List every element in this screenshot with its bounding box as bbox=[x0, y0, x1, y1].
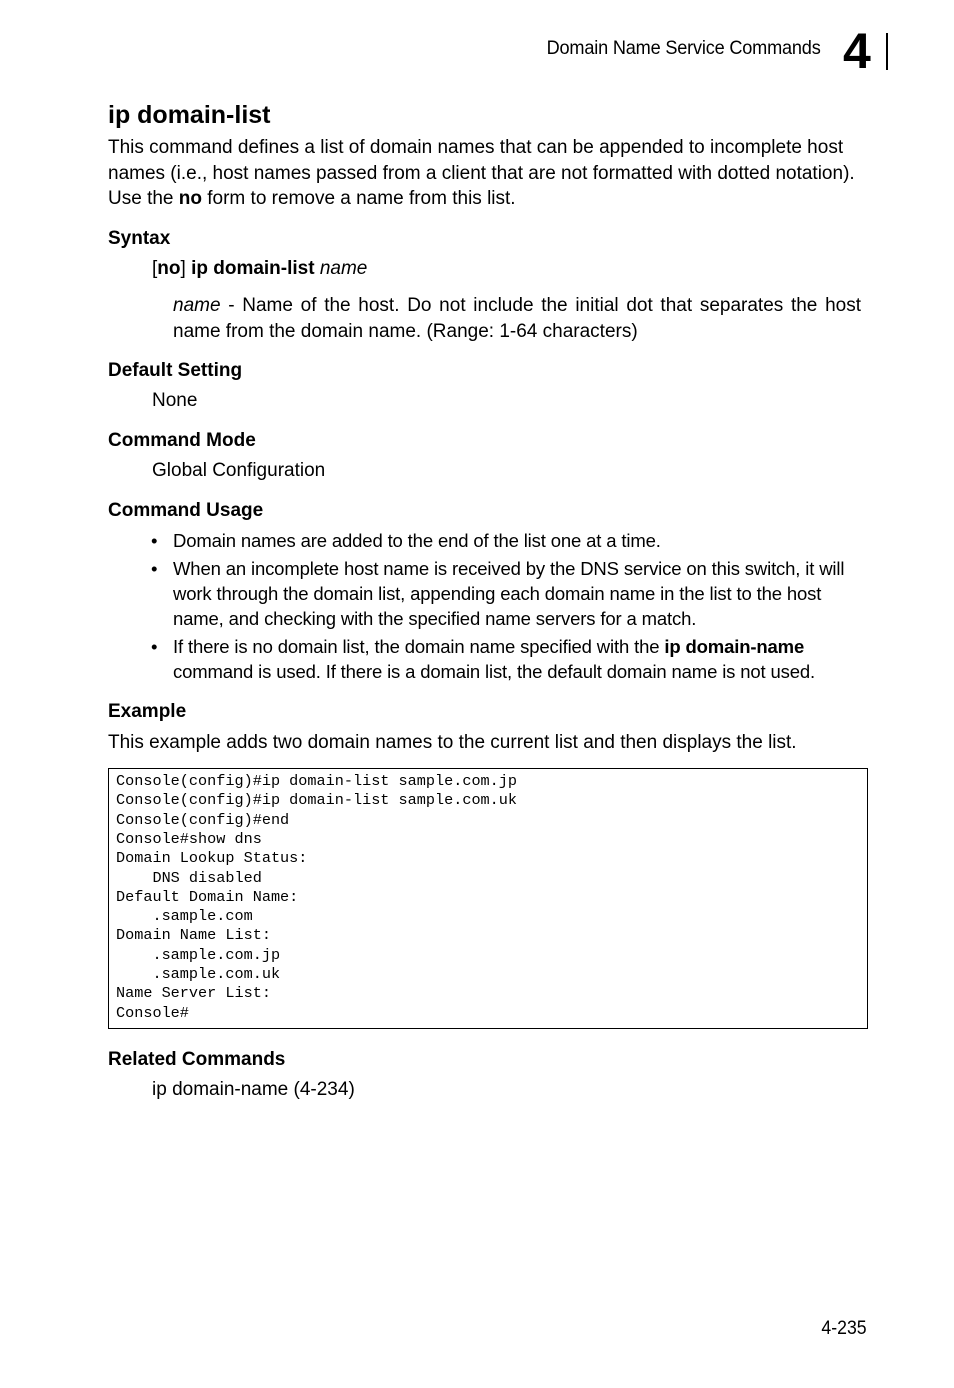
default-setting-value: None bbox=[152, 390, 198, 411]
code-line: .sample.com.uk bbox=[116, 965, 281, 983]
code-line: Name Server List: bbox=[116, 984, 271, 1003]
related-commands-heading: Related Commands bbox=[108, 1049, 286, 1070]
chapter-rule bbox=[886, 33, 888, 70]
code-line: Default Domain Name: bbox=[116, 887, 299, 906]
code-line: Domain Lookup Status: bbox=[116, 849, 308, 868]
code-line: DNS disabled bbox=[116, 868, 262, 887]
code-block bbox=[108, 768, 868, 1029]
bullet-icon: • bbox=[151, 636, 158, 657]
intro-paragraph: This command defines a list of domain names that can be appended to incomplete host names (i.e., host names passed from a client that are not formatted with dotted notation). Use the no form to remove a name from this list. bbox=[108, 137, 855, 209]
code-line: Domain Name List: bbox=[116, 926, 271, 945]
code-line: .sample.com.jp bbox=[116, 945, 281, 964]
example-heading: Example bbox=[108, 701, 187, 722]
command-usage-list bbox=[150, 528, 870, 687]
syntax-heading: Syntax bbox=[108, 228, 171, 249]
syntax-line: [no] ip domain-list name bbox=[152, 258, 368, 279]
code-line: .sample.com bbox=[116, 907, 253, 926]
command-usage-heading: Command Usage bbox=[108, 500, 264, 521]
list-item: • When an incomplete host name is received by the DNS service on this switch, it will work through the domain list, appending each domain name in the list to the host name, and checking with the specified name servers for a match. bbox=[151, 558, 845, 629]
code-line: Console(config)#ip domain-list sample.com.uk bbox=[116, 791, 518, 810]
command-mode-heading: Command Mode bbox=[108, 430, 256, 451]
running-header-title: Domain Name Service Commands bbox=[547, 37, 821, 59]
list-item: • If there is no domain list, the domain name specified with the ip domain-name command is used. If there is a domain list, the default domain name is not used. bbox=[151, 636, 816, 682]
page-number: 4-235 bbox=[821, 1318, 867, 1339]
bullet-icon: • bbox=[151, 530, 158, 551]
code-line: Console# bbox=[116, 1003, 189, 1022]
page-title: ip domain-list bbox=[108, 101, 271, 129]
code-line: Console(config)#end bbox=[116, 810, 290, 829]
chapter-number: 4 bbox=[843, 23, 871, 79]
default-setting-heading: Default Setting bbox=[108, 360, 243, 381]
example-text: This example adds two domain names to the current list and then displays the list. bbox=[108, 732, 797, 753]
code-line: Console#show dns bbox=[116, 829, 262, 848]
code-line: Console(config)#ip domain-list sample.com.jp bbox=[116, 772, 518, 790]
list-item: • Domain names are added to the end of the list one at a time. bbox=[151, 530, 661, 551]
parameter-description: name - Name of the host. Do not include the initial dot that separates the host name from the domain name. (Range: 1-64 characters) bbox=[173, 295, 861, 342]
command-mode-value: Global Configuration bbox=[152, 460, 326, 481]
bullet-icon: • bbox=[151, 558, 158, 579]
related-commands-value: ip domain-name (4-234) bbox=[152, 1079, 355, 1100]
